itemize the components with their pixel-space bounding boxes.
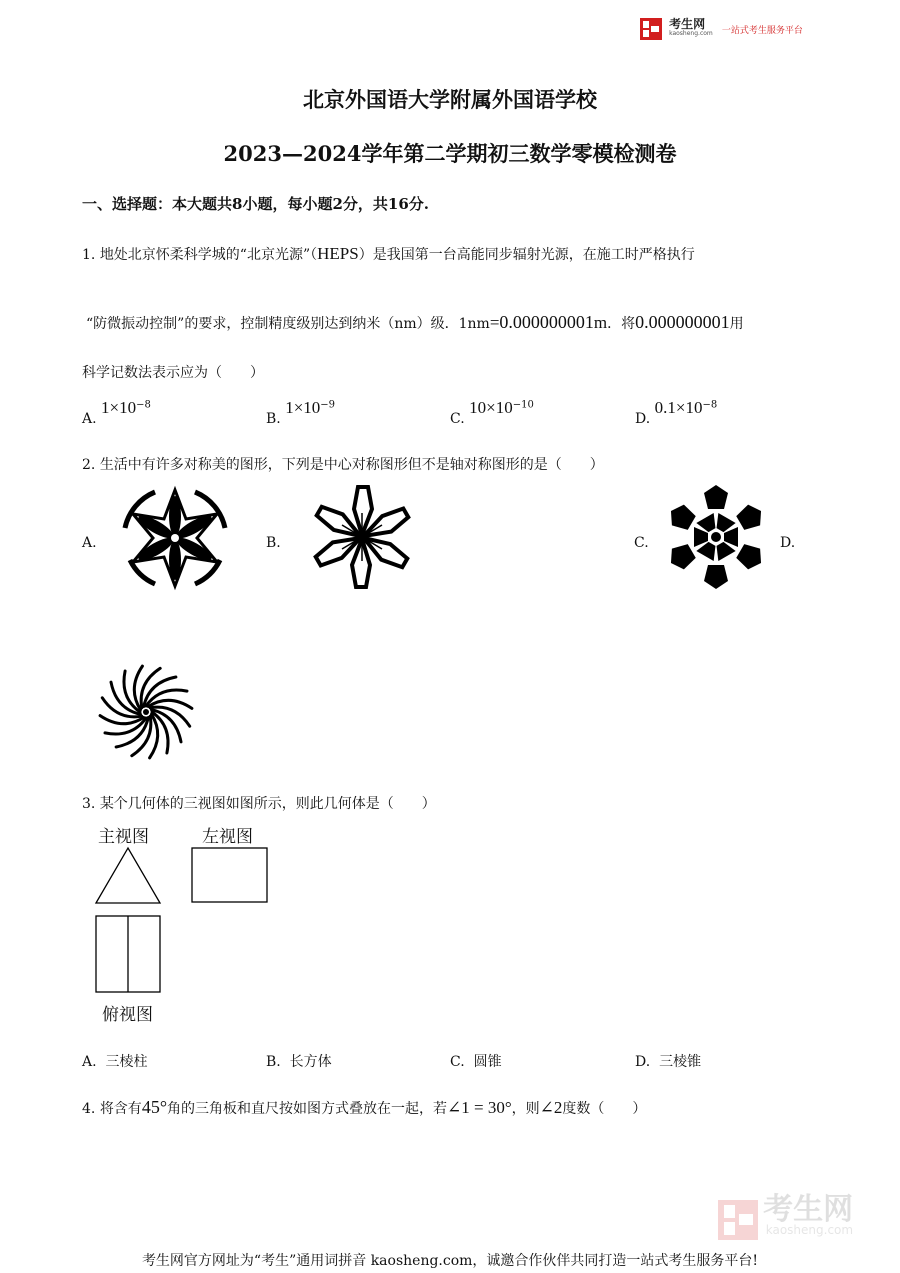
top-view-label: 俯视图 [102, 1005, 153, 1025]
q2-label-b[interactable]: B. [266, 535, 281, 551]
watermark [718, 1192, 854, 1240]
option-exp: −8 [702, 399, 718, 411]
q2-number: 2. [82, 457, 96, 473]
option-text: 长方体 [289, 1054, 332, 1070]
option-label: A. [82, 411, 97, 427]
q2-label-d[interactable]: D. [780, 535, 796, 551]
q1-option-c[interactable] [450, 398, 534, 427]
header-logo[interactable] [640, 18, 803, 42]
q3-question: 某个几何体的三视图如图所示，则此几何体是（ ） [99, 796, 436, 812]
three-view-drawing [94, 846, 274, 996]
kaosheng-logo-icon [640, 18, 662, 40]
q1-text-d: ．将 [607, 316, 636, 332]
option-label: D. [635, 411, 651, 427]
q2-question: 生活中有许多对称美的图形，下列是中心对称图形但不是轴对称图形的是（ ） [99, 457, 604, 473]
q1-text-e: 用 [729, 316, 744, 332]
q4-angle-eq: ∠1 = 30° [447, 1098, 512, 1117]
left-view-rect [192, 848, 267, 902]
front-view-label: 主视图 [98, 827, 149, 847]
q4-text-d: 度数（ ） [562, 1101, 647, 1117]
q2-label-a[interactable]: A. [82, 535, 97, 551]
logo-text: 考生网 [669, 17, 706, 31]
option-label: D. [635, 1054, 651, 1070]
school-title: 北京外国语大学附属外国语学校 [303, 87, 597, 112]
option-exp: −10 [512, 399, 534, 411]
q3-option-b[interactable] [266, 1051, 332, 1071]
q1-text-c: “防微振动控制”的要求，控制精度级别达到纳米（nm）级．1nm [86, 316, 490, 332]
header-slogan: 一站式考生服务平台 [721, 25, 803, 36]
q1-line1 [82, 244, 695, 264]
q1-option-d[interactable] [635, 398, 718, 427]
option-label: C. [450, 411, 465, 427]
q4-deg45: 45° [141, 1097, 168, 1117]
q2-text [82, 454, 604, 474]
q1-number: 1. [82, 247, 96, 263]
exam-title: 2023—2024学年第二学期初三数学零模检测卷 [223, 141, 677, 166]
q1-unit-m: m [593, 313, 608, 332]
option-text: 三棱锥 [659, 1054, 702, 1070]
option-base: 0.1×10 [654, 398, 703, 417]
q3-option-c[interactable] [450, 1051, 502, 1071]
option-text: 三棱柱 [105, 1054, 148, 1070]
q4-text [82, 1097, 646, 1118]
q2-label-c[interactable]: C. [634, 535, 649, 551]
q1-option-a[interactable] [82, 398, 151, 427]
option-base: 1×10 [101, 398, 137, 417]
logo-sub: kaosheng.com [669, 30, 713, 37]
q1-option-b[interactable] [266, 398, 336, 427]
option-label: A. [82, 1054, 97, 1070]
q1-line2 [86, 312, 744, 333]
q1-line3: 科学记数法表示应为（ ） [82, 365, 264, 381]
q4-angle2: ∠2 [539, 1098, 563, 1117]
q3-option-d[interactable] [635, 1051, 701, 1071]
q1-eq: = [489, 313, 500, 332]
q2-figure-a-star [118, 484, 232, 592]
q1-text-a: 地处北京怀柔科学城的“北京光源”（ [99, 247, 318, 263]
option-label: B. [266, 1054, 281, 1070]
option-text: 圆锥 [473, 1054, 502, 1070]
q2-figure-d-spiral [94, 660, 198, 764]
q3-option-a[interactable] [82, 1051, 147, 1071]
option-label: B. [266, 411, 281, 427]
option-exp: −8 [136, 399, 151, 411]
q4-text-b: 角的三角板和直尺按如图方式叠放在一起，若 [167, 1101, 448, 1117]
q1-options [82, 398, 842, 428]
q4-text-a: 将含有 [99, 1101, 142, 1117]
q3-options [82, 1051, 782, 1073]
option-base: 1×10 [285, 398, 321, 417]
q1-num2: 0.000000001 [635, 312, 730, 332]
q1-text-b: ）是我国第一台高能同步辐射光源，在施工时严格执行 [358, 247, 695, 263]
front-view-triangle [96, 848, 160, 903]
q2-figure-c-snowflake [666, 484, 766, 590]
left-view-label: 左视图 [202, 827, 253, 847]
q4-text-c: ，则 [511, 1101, 540, 1117]
section-heading: 一、选择题：本大题共8小题，每小题2分，共16分. [82, 195, 429, 213]
watermark-logo-icon [718, 1200, 758, 1240]
option-base: 10×10 [469, 398, 513, 417]
q3-text [82, 793, 436, 813]
q2-figure-b-flower [300, 482, 424, 592]
option-exp: −9 [320, 399, 336, 411]
q1-heps: HEPS [317, 244, 359, 263]
watermark-sub: kaosheng.com [765, 1223, 854, 1237]
q1-num1: 0.000000001 [499, 312, 594, 332]
option-label: C. [450, 1054, 465, 1070]
watermark-text: 考生网 [763, 1192, 854, 1227]
q4-number: 4. [82, 1101, 96, 1117]
footer-text: 考生网官方网址为“考生”通用词拼音 kaosheng.com，诚邀合作伙伴共同打造一站式考生服务平台! [141, 1253, 759, 1269]
q3-number: 3. [82, 796, 96, 812]
